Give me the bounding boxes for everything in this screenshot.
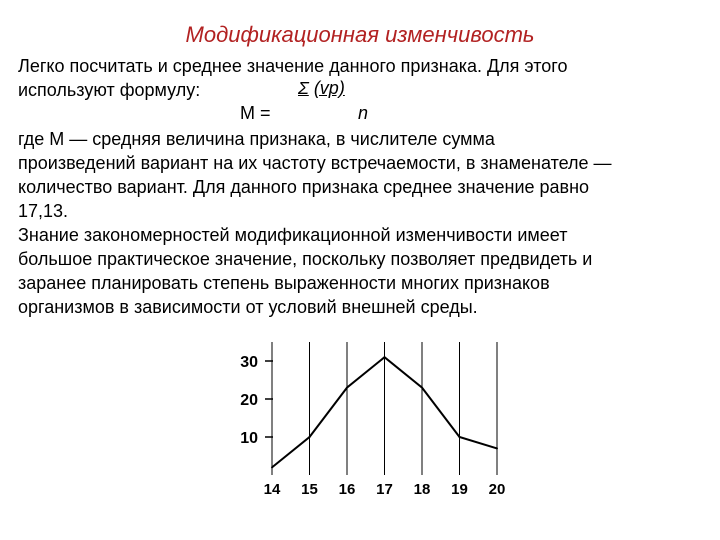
paragraph-line: количество вариант. Для данного признака среднее значение равно bbox=[18, 177, 590, 197]
data-point bbox=[384, 356, 386, 358]
paragraph-line: большое практическое значение, поскольку позволяет предвидеть и bbox=[18, 249, 593, 269]
data-point bbox=[346, 387, 348, 389]
y-tick-label: 30 bbox=[240, 354, 258, 371]
data-point bbox=[459, 436, 461, 438]
x-tick-label: 20 bbox=[488, 481, 506, 498]
x-tick-label: 17 bbox=[376, 481, 393, 498]
slide-title: Модификационная изменчивость bbox=[185, 22, 535, 47]
x-tick-label: 19 bbox=[451, 481, 468, 498]
sum-symbol: Σ bbox=[298, 78, 309, 98]
x-tick-label: 15 bbox=[301, 481, 318, 498]
data-point bbox=[309, 436, 311, 438]
paragraph-line: произведений вариант на их частоту встречаемости, в знаменателе — bbox=[18, 153, 612, 173]
paragraph-line: Легко посчитать и среднее значение данного признака. Для этого bbox=[18, 56, 568, 76]
data-point bbox=[421, 387, 423, 389]
paragraph-line: 17,13. bbox=[18, 201, 69, 221]
data-point bbox=[496, 447, 498, 449]
formula-denominator: n bbox=[358, 103, 369, 123]
y-tick-label: 10 bbox=[240, 430, 258, 447]
y-tick-label: 20 bbox=[240, 392, 258, 409]
data-point bbox=[271, 466, 273, 468]
x-tick-label: 18 bbox=[413, 481, 431, 498]
x-tick-label: 14 bbox=[263, 481, 281, 498]
formula-lhs: M = bbox=[240, 103, 271, 123]
formula-numerator-text: (vp) bbox=[313, 78, 345, 98]
paragraph-line: используют формулу: bbox=[18, 80, 201, 100]
paragraph-line: где М — средняя величина признака, в числителе сумма bbox=[18, 129, 495, 149]
paragraph-line: Знание закономерностей модификационной изменчивости имеет bbox=[18, 225, 568, 245]
paragraph-line: заранее планировать степень выраженности многих признаков bbox=[18, 273, 550, 293]
paragraph-line: организмов в зависимости от условий внешней среды. bbox=[18, 297, 478, 317]
x-tick-label: 16 bbox=[338, 481, 356, 498]
